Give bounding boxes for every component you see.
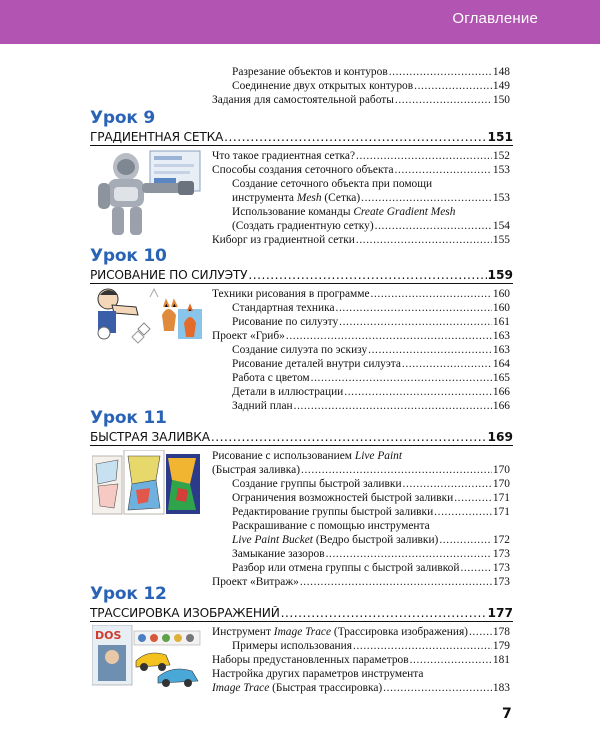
header-title: Оглавление [452,10,538,27]
cyborg-illustration [92,147,202,237]
toc-entry-text: Разрезание объектов и контуров [232,66,388,78]
toc-entry[interactable]: Стандартная техника ..... 160 [232,301,510,315]
toc-entry-page: 150 [492,94,510,106]
toc-entry-page: 149 [492,80,510,92]
toc-entry[interactable]: Проект «Витраж» ..... 173 [212,575,510,589]
svg-text:DOS: DOS [95,629,122,642]
toc-entry[interactable]: Раскрашивание с помощью инструмента [232,520,430,532]
section-heading[interactable]: ГРАДИЕНТНАЯ СЕТКА ..... 151 [90,130,513,144]
toc-entry[interactable]: Замыкание зазоров ..... 173 [232,547,510,561]
toc-entry[interactable]: Live Paint Bucket (Ведро быстрой заливки) ..... 172 [232,533,510,547]
section-divider [90,283,513,284]
toc-entry[interactable]: Разбор или отмена группы с быстрой заливкой ..... 173 [232,561,510,575]
image-trace-illustration [92,625,204,689]
lesson-title: Урок 9 [90,108,156,128]
lesson-title: Урок 12 [90,584,167,604]
toc-entry[interactable]: Задний план ..... 166 [232,399,510,413]
toc-entry[interactable]: Примеры использования ..... 179 [232,639,510,653]
section-divider [90,621,513,622]
toc-entry[interactable]: Рисование по силуэту ..... 161 [232,315,510,329]
toc-entry[interactable]: Детали в иллюстрации ..... 166 [232,385,510,399]
toc-entry[interactable]: Способы создания сеточного объекта ..... 153 [212,163,510,177]
section-divider [90,145,513,146]
toc-entry[interactable]: Проект «Гриб» ..... 163 [212,329,510,343]
toc-entry[interactable] [212,93,510,107]
section-heading[interactable]: БЫСТРАЯ ЗАЛИВКА ..... 169 [90,430,513,444]
toc-entry[interactable]: Наборы предустановленных параметров ..... 181 [212,653,510,667]
toc-entry[interactable]: (Создать градиентную сетку) ..... 154 [232,219,510,233]
toc-entry[interactable]: Редактирование группы быстрой заливки ..... 171 [232,505,510,519]
toc-entry[interactable]: Техники рисования в программе ..... 160 [212,287,510,301]
toc-entry[interactable]: Использование команды Create Gradient Mesh [232,206,456,218]
toc-entry[interactable]: Инструмент Image Trace (Трассировка изображения) ..... 178 [212,625,510,639]
toc-entry[interactable]: (Быстрая заливка) ..... 170 [212,463,510,477]
toc-entry[interactable]: инструмента Mesh (Сетка) ..... 153 [232,191,510,205]
toc-entry[interactable]: Создание сеточного объекта при помощи [232,178,433,190]
toc-entry[interactable]: Рисование с использованием Live Paint [212,450,402,462]
toc-entry[interactable]: Рисование деталей внутри силуэта ..... 164 [232,357,510,371]
lesson-title: Урок 11 [90,408,167,428]
toc-entry[interactable]: Настройка других параметров инструмента [212,668,424,680]
section-heading[interactable]: РИСОВАНИЕ ПО СИЛУЭТУ ..... 159 [90,268,513,282]
toc-entry[interactable]: Создание группы быстрой заливки ..... 170 [232,477,510,491]
toc-entry[interactable]: Киборг из градиентной сетки ..... 155 [212,233,510,247]
toc-entry[interactable] [232,65,510,79]
lesson-title: Урок 10 [90,246,167,266]
page-number: 7 [502,706,512,722]
toc-entry[interactable]: Работа с цветом ..... 165 [232,371,510,385]
toc-entry-text: Задания для самостоятельной работы [212,94,394,106]
toc-entry[interactable]: Ограничения возможностей быстрой заливки ..... 171 [232,491,510,505]
header-bar [0,0,600,44]
toc-entry[interactable] [232,79,510,93]
toc-entry-page: 148 [492,66,510,78]
live-paint-illustration [92,450,202,516]
section-heading[interactable]: ТРАССИРОВКА ИЗОБРАЖЕНИЙ ..... 177 [90,606,513,620]
toc-entry[interactable]: Что такое градиентная сетка? ..... 152 [212,149,510,163]
toc-entry-text: Соединение двух открытых контуров [232,80,414,92]
section-divider [90,445,513,446]
toc-entry[interactable]: Image Trace (Быстрая трассировка) ..... 183 [212,681,510,695]
toc-entry[interactable]: Создание силуэта по эскизу ..... 163 [232,343,510,357]
silhouette-drawing-illustration [92,285,204,345]
